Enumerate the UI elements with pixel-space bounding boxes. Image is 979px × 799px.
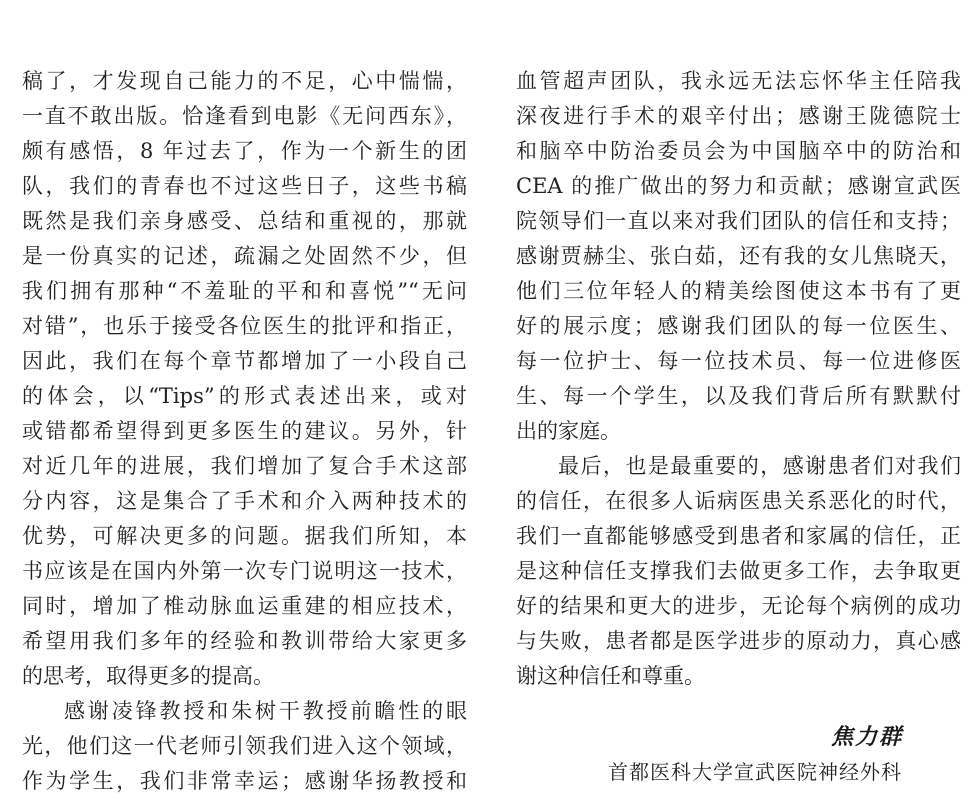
- text-line: 每一位护士、每一位技术员、每一位进修医: [516, 349, 961, 373]
- text-line: 队，我们的青春也不过这些日子，这些书稿: [22, 174, 467, 198]
- text-line: 光，他们这一代老师引领我们进入这个领域，: [22, 734, 467, 758]
- text-line: 的信任，在很多人诟病医患关系恶化的时代，: [516, 489, 961, 513]
- text-line: 优势，可解决更多的问题。据我们所知，本: [22, 524, 467, 548]
- text-line: 深夜进行手术的艰辛付出；感谢王陇德院士: [516, 104, 961, 128]
- text-line: 或错都希望得到更多医生的建议。另外，针: [22, 419, 467, 443]
- text-line: 是一份真实的记述，疏漏之处固然不少，但: [22, 244, 467, 268]
- text-line: 因此，我们在每个章节都增加了一小段自己: [22, 349, 467, 373]
- author-signature: 焦力群: [831, 724, 904, 750]
- text-line: 作为学生，我们非常幸运；感谢华扬教授和: [22, 769, 467, 793]
- text-line: 院领导们一直以来对我们团队的信任和支持；: [516, 209, 961, 233]
- right-text-column: [516, 64, 961, 694]
- text-line: 感谢贾赫尘、张白茹，还有我的女儿焦晓天，: [516, 244, 961, 268]
- text-line: 好的展示度；感谢我们团队的每一位医生、: [516, 314, 961, 338]
- paragraph-end-line: 的思考，取得更多的提高。: [22, 664, 274, 688]
- text-line: 对近几年的进展，我们增加了复合手术这部: [22, 454, 467, 478]
- text-line: 是这种信任支撑我们去做更多工作，去争取更: [516, 559, 961, 583]
- text-line: 对错”，也乐于接受各位医生的批评和指正，: [22, 314, 467, 338]
- text-line: 稿了，才发现自己能力的不足，心中惴惴，: [22, 69, 467, 93]
- text-line: 分内容，这是集合了手术和介入两种技术的: [22, 489, 467, 513]
- text-line: 一直不敢出版。恰逢看到电影《无问西东》，: [22, 104, 467, 128]
- text-line: 同时，增加了椎动脉血运重建的相应技术，: [22, 594, 467, 618]
- text-line: 和脑卒中防治委员会为中国脑卒中的防治和: [516, 139, 961, 163]
- text-line: 生、每一个学生，以及我们背后所有默默付: [516, 384, 961, 408]
- text-line: 血管超声团队，我永远无法忘怀华主任陪我: [516, 69, 961, 93]
- text-line: 我们拥有那种“不羞耻的平和和喜悦”“无问: [22, 279, 467, 303]
- left-text-column: [22, 64, 467, 799]
- paragraph-end-line: 谢这种信任和尊重。: [516, 664, 705, 688]
- text-line: 书应该是在国内外第一次专门说明这一技术，: [22, 559, 467, 583]
- text-line: 的体会，以“Tips”的形式表述出来，或对: [22, 384, 467, 408]
- paragraph-start-line: 感谢凌锋教授和朱树干教授前瞻性的眼: [64, 699, 467, 723]
- text-line: 颇有感悟，8 年过去了，作为一个新生的团: [22, 139, 467, 163]
- paragraph-end-line: 出的家庭。: [516, 419, 621, 443]
- text-line: 与失败，患者都是医学进步的原动力，真心感: [516, 629, 961, 653]
- text-line: 希望用我们多年的经验和教训带给大家更多: [22, 629, 467, 653]
- text-line: 好的结果和更大的进步，无论每个病例的成功: [516, 594, 961, 618]
- paragraph-start-line: 最后，也是最重要的，感谢患者们对我们: [558, 454, 961, 478]
- text-line: 我们一直都能够感受到患者和家属的信任，正: [516, 524, 961, 548]
- text-line: CEA 的推广做出的努力和贡献；感谢宣武医: [516, 174, 961, 198]
- author-affiliation: 首都医科大学宣武医院神经外科: [608, 760, 902, 784]
- text-line: 既然是我们亲身感受、总结和重视的，那就: [22, 209, 467, 233]
- text-line: 他们三位年轻人的精美绘图使这本书有了更: [516, 279, 961, 303]
